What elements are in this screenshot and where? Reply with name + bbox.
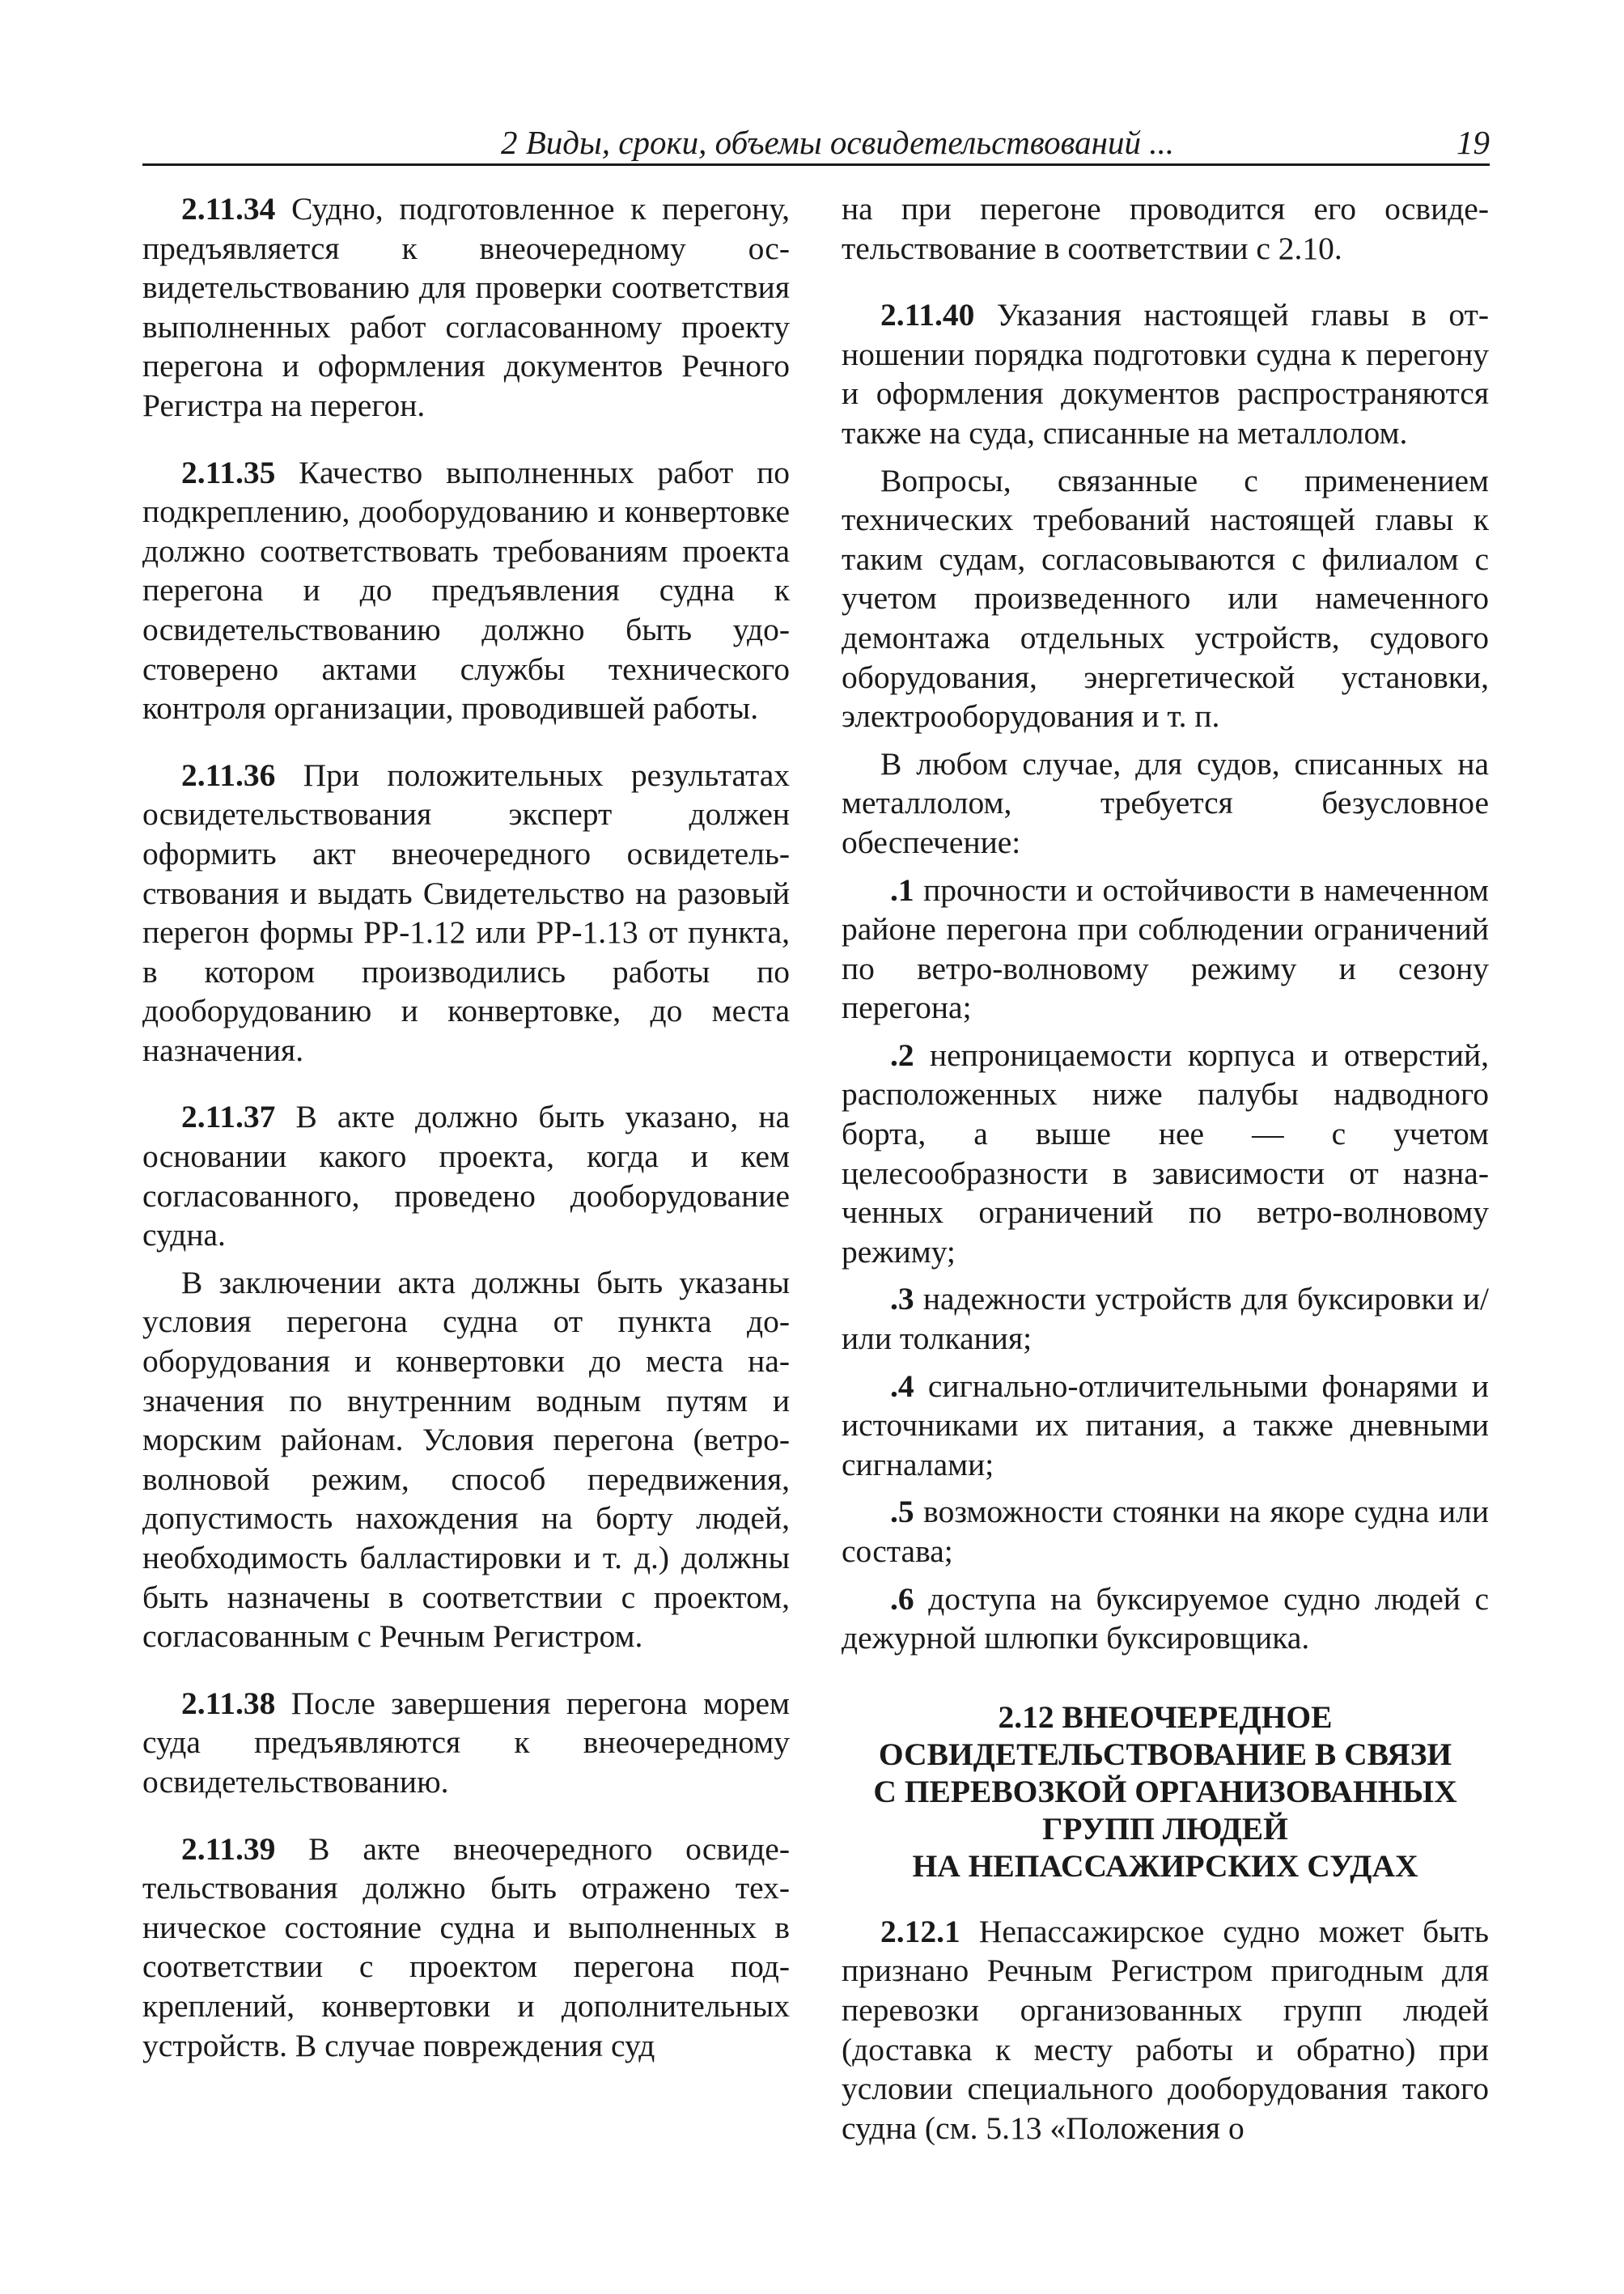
clause-number: 2.11.34 [181,191,276,227]
clause-number: 2.11.37 [181,1099,276,1135]
list-text: надежности устройств для буксировки и/или толкания; [842,1281,1489,1357]
clause-text: Судно, подготовленное к перегону, предъявляется к внеочередному освидетельствованию для проверки соответствия выполненных работ согласованному проекту перегона и оформления документов Речного Регистра на перегон. [142,191,790,423]
section-heading-line: С ПЕРЕВОЗКОЙ ОРГАНИЗОВАННЫХ [873,1773,1457,1809]
section-heading-line: ОСВИДЕТЕЛЬСТВОВАНИЕ В СВЯЗИ [878,1736,1452,1772]
paragraph-2-11-37-continued: В заключении акта должны быть указаны условия перегона судна от пункта дооборудования и конвертовки до места назначения по внутренним водным путям и морским районам. Условия перегона (ветро-волновой режим, способ передвижения, допустимость нахождения на борту людей, необходимость балластировки и т. д.) должны быть назначены в соответствии с проектом, согласованным с Речным Регистром. [142,1264,790,1655]
clause-number: 2.11.36 [181,757,276,793]
list-item [842,1036,1489,1272]
list-text: сигнально-отличительными фонарями и источниками их питания, а также дневными сигналами; [842,1367,1489,1482]
clause-text: Качество выполненных работ по подкреплению, дооборудованию и конвертовке должно соответствовать требованиям проекта перегона и до предъявления судна к освидетельствованию должно быть удостоверено актами службы технического контроля организации, проводившей работы. [142,454,790,727]
paragraph-2-11-36 [142,756,790,1071]
list-number: .1 [890,871,914,908]
list-number: .3 [890,1281,914,1317]
list-text: возможности стоянки на якоре судна или состава; [842,1494,1489,1569]
clause-number: 2.11.40 [880,297,975,333]
section-heading-2-12 [842,1698,1489,1885]
section-heading-line: НА НЕПАССАЖИРСКИХ СУДАХ [912,1847,1418,1884]
paragraph-2-11-39 [142,1830,790,2066]
page-number: 19 [1457,124,1490,161]
paragraph-2-11-40 [842,295,1489,452]
paragraph-2-12-1 [842,1912,1489,2148]
paragraph-2-11-39-continued: на при перегоне проводится его освидетельствование в соответствии с 2.10. [842,191,1489,266]
paragraph-2-11-35 [142,453,790,728]
list-number: .5 [890,1494,914,1530]
clause-text: Непассажирское судно может быть признано Речным Регистром пригодным для перевозки организованных групп людей (доставка к месту работы и обратно) при условии специального дооборудования такого судна (см. 5.13 «Положения о [842,1913,1489,2146]
list-item [842,1580,1489,1658]
clause-text: Указания настоящей главы в отношении порядка подготовки судна к перегону и оформления документов распространяются также на суда, списанные на металлолом. [842,297,1489,451]
list-number: .4 [890,1367,914,1404]
section-heading-line: ГРУПП ЛЮДЕЙ [1042,1810,1288,1847]
paragraph-2-11-38 [142,1684,790,1802]
list-number: .6 [890,1580,914,1617]
clause-number: 2.11.38 [181,1685,276,1721]
clause-text: После завершения перегона морем суда предъявляются к внеочередному освидетельствованию. [142,1685,790,1800]
clause-number: 2.11.35 [181,454,276,490]
list-text: доступа на буксируемое судно людей с дежурной шлюпки буксировщика. [842,1580,1489,1656]
clause-number: 2.11.39 [181,1830,276,1867]
left-column [142,189,790,2065]
list-item [842,1279,1489,1358]
clause-text: В акте внеочередного освидетельствования должно быть отражено техническое состояние судна и выполненных в соответствии с проектом перегона подкреплений, конвертовки и дополнительных устройств. В случае повреждения суд [142,1830,790,2063]
list-item [842,1367,1489,1485]
paragraph-2-11-37 [142,1097,790,1254]
list-text: прочности и остойчивости в намеченном районе перегона при соблюдении ограничений по ветро-волновому режиму и сезону перегона; [842,871,1489,1026]
paragraph-questions: Вопросы, связанные с применением технических требований настоящей главы к таким судам, согласовываются с филиалом с учетом произведенного или намеченного демонтажа отдельных устройств, судового оборудования, энергетической установки, электрооборудования и т. п. [842,462,1489,735]
clause-text: В акте должно быть указано, на основании какого проекта, когда и кем согласованного, проведено дооборудование судна. [142,1099,790,1253]
list-item [842,1492,1489,1571]
list-number: .2 [890,1037,914,1073]
section-heading-line: 2.12 ВНЕОЧЕРЕДНОЕ [998,1698,1333,1735]
list-text: непроницаемости корпуса и отверстий, расположенных ниже палубы надводного борта, а выше нее — с учетом целесообразности в зависимости от назначенных ограничений по ветро-волновому режиму; [842,1037,1489,1270]
clause-number: 2.12.1 [880,1913,960,1949]
clause-text: При положительных результатах освидетельствования эксперт должен оформить акт внеочередного освидетельствования и выдать Свидетельство на разовый перегон формы РР-1.12 или РР-1.13 от пункта, в котором производились работы по дооборудованию и конвертовке, до места назначения. [142,757,790,1068]
page-header [142,121,1490,166]
paragraph-2-11-34 [142,189,790,426]
right-column [842,189,1489,2148]
list-item [842,871,1489,1028]
running-title: 2 Виды, сроки, объемы освидетельствований ... [500,124,1174,161]
paragraph-any-case: В любом случае, для судов, списанных на металлолом, требуется безусловное обеспечение: [842,745,1489,860]
